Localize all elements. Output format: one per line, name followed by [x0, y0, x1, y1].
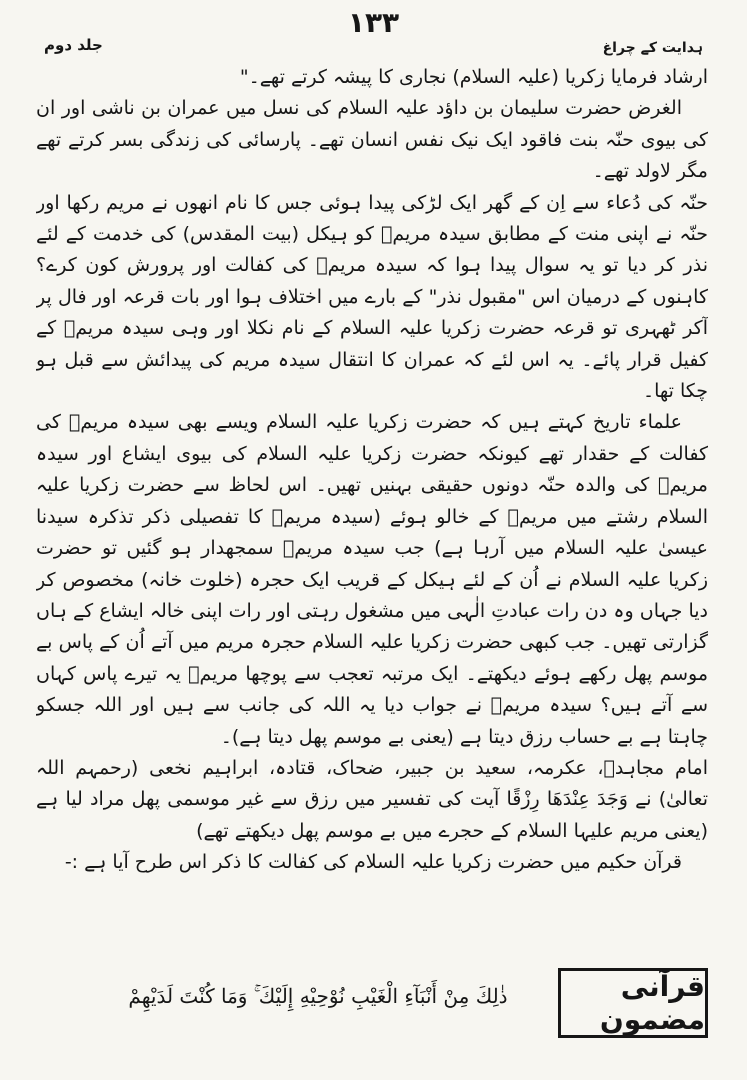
paragraph-2: الغرض حضرت سلیمان بن داؤد علیہ السلام کی نسل میں عمران بن ناشی اور ان کی بیوی حنّہ بنت فاقود ایک نیک نفس انسان تھے۔ پارسائی کی زندگی بسر کرتے تھے مگر لاولد تھے۔	[36, 97, 708, 183]
paragraph-5: امام مجاہدؒ، عکرمہ، سعید بن جبیر، ضحاک، قتادہ، ابراہیم نخعی (رحمہم اللہ تعالیٰ) نے وَجَدَ عِنْدَهَا رِزْقًا آیت کی تفسیر میں رزق سے غیر موسمی پھل مراد لیا ہے (یعنی مریم علیہا السلام کے حجرے میں بے موسم پھل دیکھتے تھے)	[36, 756, 708, 842]
paragraph-4: علماء تاریخ کہتے ہیں کہ حضرت زکریا علیہ السلام ویسے بھی سیدہ مریمؑ کی کفالت کے حقدار تھے کیونکہ حضرت زکریا علیہ السلام کی بیوی ایشاع اور سیدہ مریمؑ کی والدہ حنّہ دونوں حقیقی بہنیں تھیں۔ اس لحاظ سے حضرت زکریا علیہ السلام رشتے میں مریمؑ کے خالو ہوئے (سیدہ مریمؑ کا تفصیلی ذکر تذکرہ سیدنا عیسیٰ علیہ السلام میں آرہا ہے) جب سیدہ مریمؑ سمجھدار ہو گئیں تو حضرت زکریا علیہ السلام نے اُن کے لئے ہیکل کے قریب ایک حجرہ (خلوت خانہ) مخصوص کر دیا جہاں وہ دن رات عبادتِ الٰہی میں مشغول رہتی اور رات اپنی خالہ ایشاع کے ہاں گزارتی تھیں۔ جب کبھی حضرت زکریا علیہ السلام حجرہ مریم میں آتے اُن کے پاس بے موسم پھل رکھے ہوئے دیکھتے۔ ایک مرتبہ تعجب سے پوچھا مریمؑ یہ تیرے پاس کہاں سے آتے ہیں؟ سیدہ مریمؑ نے جواب دیا یہ اللہ کی جانب سے ہیں اور اللہ جسکو چاہتا ہے بے حساب رزق دیتا ہے (یعنی بے موسم پھل دیتا ہے)۔	[36, 411, 708, 748]
page-number: ١٣٣	[347, 6, 400, 39]
volume-label: جلد دوم	[44, 36, 103, 54]
paragraph-1: ارشاد فرمایا زکریا (علیہ السلام) نجاری کا پیشہ کرتے تھے۔"	[239, 66, 708, 88]
book-title: ہدایت کے چراغ	[602, 40, 703, 56]
quran-ayah: ذٰلِكَ مِنْ أَنْبَآءِ الْغَيْبِ نُوْحِيْهِ إِلَيْكَ ۚ وَمَا كُنْتَ لَدَيْهِمْ	[128, 984, 508, 1008]
paragraph-6: قرآن حکیم میں حضرت زکریا علیہ السلام کی کفالت کا ذکر اس طرح آیا ہے :-	[64, 851, 682, 874]
quran-section	[88, 968, 708, 1040]
paragraph-3: حنّہ کی دُعاء سے اِن کے گھر ایک لڑکی پیدا ہوئی جس کا نام انھوں نے مریم رکھا اور حنّہ نے اپنی منت کے مطابق سیدہ مریمؑ کو ہیکل (بیت المقدس) کی خدمت کے لئے نذر کر دیا تو یہ سوال پیدا ہوا کہ سیدہ مریمؑ کی کفالت اور پرورش کون کرے؟ کاہنوں کے درمیان اس "مقبول نذر" کے بارے میں اختلاف ہوا اور بات قرعہ اور فال پر آکر ٹھہری تو قرعہ حضرت زکریا علیہ السلام کے نام نکلا اور وہی سیدہ مریمؑ کے کفیل قرار پائے۔ یہ اس لئے کہ عمران کا انتقال سیدہ مریم کی پیدائش سے قبل ہو چکا تھا۔	[36, 191, 708, 403]
page-body	[36, 62, 708, 962]
quran-heading-box: قرآنی مضمون	[558, 968, 708, 1038]
